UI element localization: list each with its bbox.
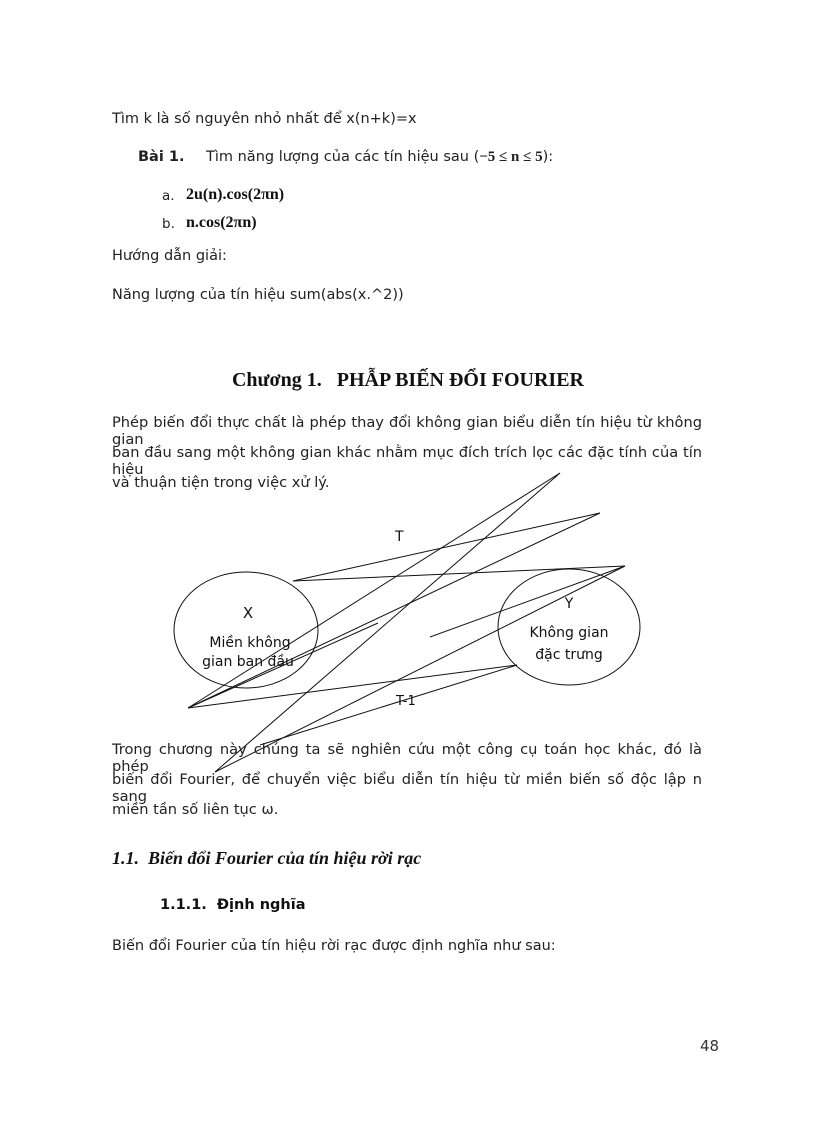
- paragraph-1-line-3: và thuận tiện trong việc xử lý.: [112, 474, 330, 491]
- paragraph-1-line-1: Phép biến đổi thực chất là phép thay đổi không gian biểu diễn tín hiệu từ không gian: [112, 414, 702, 448]
- source-space-label-line-1: Miền không: [209, 635, 291, 651]
- exercise-label: Bài 1.: [138, 149, 185, 165]
- paragraph-1-line-2: ban đầu sang một không gian khác nhằm mục đích trích lọc các đặc tính của tín hiệu: [112, 444, 702, 478]
- paragraph-2-line-1: Trong chương này chúng ta sẽ nghiên cứu một công cụ toán học khác, đó là phép: [112, 741, 702, 775]
- exercise-range: −5 ≤ n ≤ 5: [479, 149, 543, 165]
- feature-space-label-line-1: Không gian: [529, 625, 609, 641]
- exercise-close: ):: [542, 149, 554, 165]
- item-b-expr: n.cos(2πn): [186, 214, 257, 231]
- forward-transform-label: T: [395, 529, 404, 545]
- source-space-ellipse: [174, 572, 318, 688]
- section-title: 1.1. Biến đổi Fourier của tín hiệu rời rạc: [112, 848, 422, 868]
- item-b-marker: b.: [162, 216, 175, 232]
- paragraph-2-line-2: biến đổi Fourier, để chuyển việc biểu diễn tín hiệu từ miền biến số độc lập n sang: [112, 771, 702, 805]
- hint-heading: Hướng dẫn giải:: [112, 248, 227, 264]
- chapter-title: Chương 1. PHẪP BIẾN ĐỔI FOURIER: [231, 369, 584, 391]
- paragraph-2-line-3: miền tần số liên tục ω.: [112, 801, 279, 818]
- item-a-expr: 2u(n).cos(2πn): [186, 186, 285, 203]
- transform-arrow-lines: [188, 473, 625, 772]
- subsection-title: 1.1.1. Định nghĩa: [160, 897, 306, 913]
- paragraph-3: Biến đổi Fourier của tín hiệu rời rạc được định nghĩa như sau:: [112, 938, 556, 954]
- page-number: 48: [700, 1037, 720, 1055]
- hint-text: Năng lượng của tín hiệu sum(abs(x.^2)): [112, 287, 404, 303]
- intro-line: Tìm k là số nguyên nhỏ nhất để x(n+k)=x: [112, 111, 417, 127]
- feature-space-label-line-2: đặc trưng: [535, 647, 603, 663]
- inverse-transform-label: T-1: [396, 694, 416, 709]
- source-space-label-line-2: gian ban đầu: [202, 654, 294, 670]
- feature-space-symbol: Y: [564, 596, 574, 612]
- source-space-symbol: X: [242, 604, 254, 622]
- item-a-marker: a.: [162, 188, 175, 204]
- exercise-text: Tìm năng lượng của các tín hiệu sau (: [206, 149, 480, 165]
